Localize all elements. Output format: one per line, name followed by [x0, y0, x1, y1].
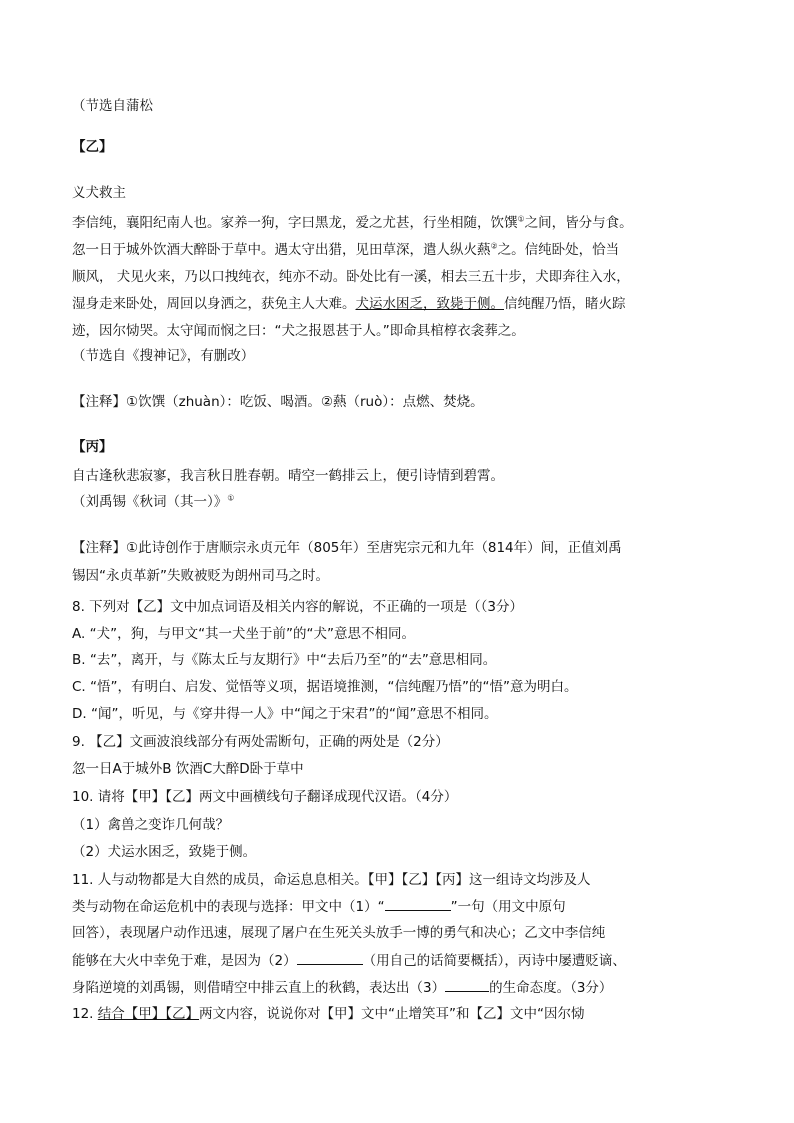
section-label-bing: 【丙】	[72, 439, 113, 455]
answer-blank-1	[385, 896, 451, 911]
q9-text: 忽一日A于城外B 饮酒C大醉D卧于草中	[72, 761, 304, 777]
source-yi: （节选自《搜神记》，有删改）	[72, 348, 255, 364]
note-ref-bing: ①	[227, 493, 235, 503]
yi-line-5: 迹，因尔恸哭。太守闻而悯之曰：“犬之报恩甚于人。”即命具棺椁衣衾葬之。	[72, 323, 525, 339]
note-bing-line-1: 【注释】①此诗创作于唐顺宗永贞元年（805年）至唐宪宗元和九年（814年）间，正值刘禹	[72, 540, 622, 556]
q12-underlined: 结合【甲】【乙】	[97, 1006, 200, 1022]
title-yi: 义犬救主	[72, 185, 126, 201]
answer-blank-3	[445, 977, 489, 992]
source-jia: （节选自蒲松	[72, 98, 153, 114]
note-bing-line-2: 锡因“永贞革新”失败被贬为朗州司马之时。	[72, 568, 329, 584]
q8-option-b: B. “去”，离开，与《陈太丘与友期行》中“去后乃至”的“去”意思相同。	[72, 652, 497, 668]
q11-line-3: 回答），表现屠户动作迅速，展现了屠户在生死关头放手一博的勇气和决心；乙文中李信纯	[72, 925, 606, 941]
q11-line-2: 类与动物在命运危机中的表现与选择：甲文中（1）“ ”一句（用文中原句	[72, 896, 566, 917]
q8-stem: 8. 下列对【乙】文中加点词语及相关内容的解说，不正确的一项是（（3分）	[72, 599, 524, 615]
q12-line-1: 12. 结合【甲】【乙】两文内容，说说你对【甲】文中“止增笑耳”和【乙】文中“因尔恸	[72, 1006, 585, 1022]
q8-option-c: C. “悟”，有明白、启发、觉悟等义项，据语境推测，“信纯醒乃悟”的“悟”意为明白。	[72, 679, 578, 695]
yi-line-3: 顺风， 犬见火来，乃以口拽纯衣，纯亦不动。卧处比有一溪，相去三五十步，犬即奔往入水，	[72, 269, 630, 285]
q8-option-d: D. “闻”，听见，与《穿井得一人》中“闻之于宋君”的“闻”意思不相同。	[72, 706, 498, 722]
q11-line-4: 能够在大火中幸免于难，是因为（2） （用自己的话简要概括），丙诗中屡遭贬谪、	[72, 950, 626, 971]
q10-sentence-2: （2）犬运水困乏，致毙于侧。	[72, 844, 257, 860]
underlined-sentence: 犬运水困乏，致毙于侧。	[355, 296, 504, 312]
answer-blank-2	[297, 950, 363, 965]
q10-sentence-1: （1）禽兽之变诈几何哉？	[72, 817, 230, 833]
q10-stem: 10. 请将【甲】【乙】两文中画横线句子翻译成现代汉语。（4分）	[72, 789, 458, 805]
source-bing: （刘禹锡《秋词（其一）》①	[72, 493, 235, 510]
yi-line-2: 忽一日于城外饮酒大醉卧于草中。遇太守出猎，见田草深，遣人纵火爇②之。信纯卧处，恰当	[72, 241, 620, 258]
note-ref-1: ①	[517, 214, 525, 224]
q11-line-1: 11. 人与动物都是大自然的成员，命运息息相关。【甲】【乙】【丙】这一组诗文均涉及人	[72, 872, 591, 888]
note-yi: 【注释】①饮馔（zhuàn）：吃饭、喝酒。②爇（ruò）：点燃、焚烧。	[72, 394, 484, 410]
q8-option-a: A. “犬”，狗，与甲文“其一犬坐于前”的“犬”意思不相同。	[72, 626, 416, 642]
yi-line-4: 湿身走来卧处，周回以身洒之，获免主人大难。犬运水困乏，致毙于侧。信纯醒乃悟，睹火踪	[72, 296, 626, 312]
yi-line-1: 李信纯，襄阳纪南人也。家养一狗，字曰黑龙，爱之尤甚，行坐相随，饮馔①之间，皆分与食。	[72, 214, 633, 231]
section-label-yi: 【乙】	[72, 139, 113, 155]
q11-line-5: 身陷逆境的刘禹锡，则借晴空中排云直上的秋鹤，表达出（3） 的生命态度。（3分）	[72, 977, 612, 998]
q9-stem: 9. 【乙】文画波浪线部分有两处需断句，正确的两处是（2分）	[72, 734, 449, 750]
bing-poem: 自古逢秋悲寂寥，我言秋日胜春朝。晴空一鹤排云上，便引诗情到碧霄。	[72, 468, 504, 484]
note-ref-2: ②	[490, 241, 498, 251]
